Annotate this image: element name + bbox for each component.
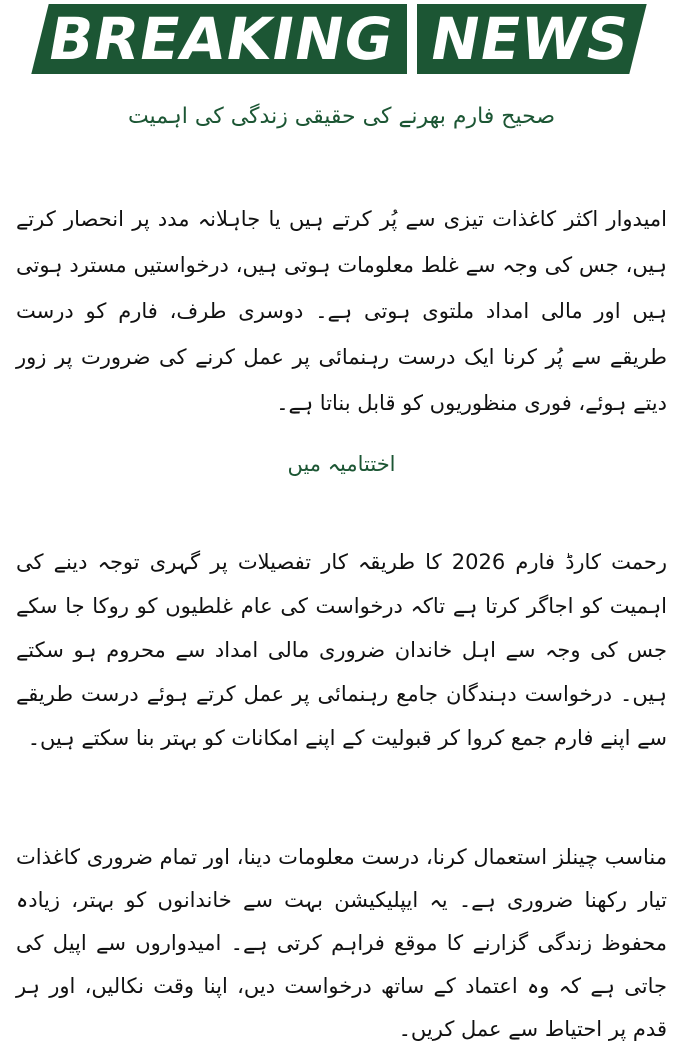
- section-heading-importance: صحیح فارم بھرنے کی حقیقی زندگی کی اہمیت: [127, 104, 556, 129]
- banner-divider: [407, 0, 417, 82]
- paragraph-closing: مناسب چینلز استعمال کرنا، درست معلومات دینا، اور تمام ضروری کاغذات تیار رکھنا ضروری ہے۔ یہ ایپلیکیشن بہت سے خاندانوں کو بہتر، زیادہ محفوظ زندگی گزارنے کا موقع فراہم کرتی ہے۔ امیدواروں سے اپیل کی جاتی ہے کہ وہ اعتماد کے ساتھ درخواست دیں، اپنا وقت نکالیں، اور ہر قدم پر احتیاط سے عمل کریں۔: [16, 845, 667, 1041]
- paragraph-conclusion: رحمت کارڈ فارم 2026 کا طریقہ کار تفصیلات پر گہری توجہ دینے کی اہمیت کو اجاگر کرتا ہے تاکہ درخواست کی عام غلطیوں کو روکا جا سکے جس کی وجہ سے اہل خاندان ضروری مالی امداد سے محروم ہو سکتے ہیں۔ درخواست دہندگان جامع رہنمائی پر عمل کرتے ہوئے درست طریقے سے اپنے فارم جمع کروا کر قبولیت کے اپنے امکانات کو بہتر بنا سکتے ہیں۔: [16, 550, 667, 750]
- paragraph-importance: امیدوار اکثر کاغذات تیزی سے پُر کرتے ہیں یا جاہلانہ مدد پر انحصار کرتے ہیں، جس کی وجہ سے غلط معلومات ہوتی ہیں، درخواستیں مسترد ہوتی ہیں اور مالی امداد ملتوی ہوتی ہے۔ دوسری طرف، فارم کو درست طریقے سے پُر کرنا ایک درست رہنمائی پر عمل کرنے کی ضرورت پر زور دیتے ہوئے، فوری منظوریوں کو قابل بناتا ہے۔: [16, 207, 667, 415]
- banner-word-news: NEWS: [425, 5, 635, 73]
- breaking-news-banner: [31, 4, 646, 74]
- banner-word-breaking: BREAKING: [43, 5, 400, 73]
- section-heading-conclusion: اختتامیہ میں: [287, 452, 396, 476]
